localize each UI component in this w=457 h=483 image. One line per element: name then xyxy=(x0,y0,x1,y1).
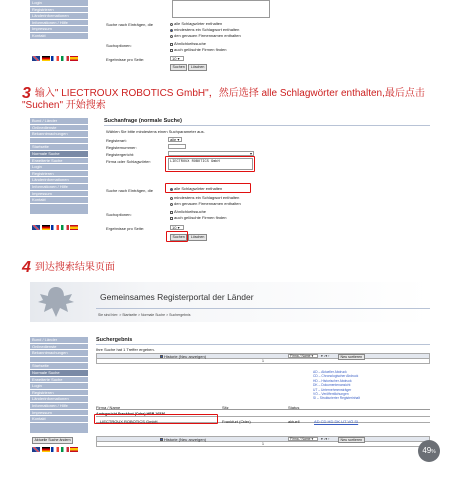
legend-item: DK – Dokumentenansicht xyxy=(313,383,351,388)
options-label: Suchoptionen: xyxy=(106,43,132,48)
search-in-label: Suche nach Einträgen, die xyxy=(106,188,153,193)
flag-es-icon[interactable] xyxy=(70,447,78,452)
company-status: aktuell xyxy=(288,418,300,424)
checkbox-icon xyxy=(160,355,163,358)
sidebar-top xyxy=(30,0,88,40)
sidebar-spacer xyxy=(30,138,88,145)
results-header xyxy=(96,402,430,410)
portal-header xyxy=(30,282,430,322)
sidebar-item[interactable]: Länderinformationen xyxy=(30,13,88,20)
checkbox-icon xyxy=(170,43,173,46)
results-label: Ergebnisse pro Seite: xyxy=(106,57,145,62)
option-deleted[interactable]: auch gelöschte Firmen finden xyxy=(170,47,226,52)
sidebar-item-active[interactable]: Normale Suche xyxy=(30,151,88,158)
results-count: Ihre Suche hat 1 Treffer ergeben. xyxy=(96,347,155,352)
sidebar-item[interactable]: Erweiterte Suche xyxy=(30,158,88,165)
sort-order-icon[interactable]: ▾ ↓▾ ↑ xyxy=(321,353,330,358)
radio-icon xyxy=(170,29,173,32)
legend-item: UT – Unternehmensträger xyxy=(313,387,352,392)
language-flags xyxy=(32,447,78,452)
breadcrumb: Sie sind hier: > Startseite > Normale Suche > Suchergebnis xyxy=(98,313,191,317)
button-row xyxy=(170,64,207,71)
divider xyxy=(96,344,430,345)
clear-button[interactable]: Löschen xyxy=(188,64,207,71)
flag-it-icon[interactable] xyxy=(61,56,69,61)
step-text: 到达搜索结果页面 xyxy=(34,262,115,273)
search-in-label: Suche nach Einträgen, die xyxy=(106,22,153,27)
sidebar-item[interactable]: Login xyxy=(30,0,88,7)
sidebar-item[interactable]: Informationen / Hilfe xyxy=(30,403,88,410)
register-number-input[interactable] xyxy=(168,144,186,149)
legend-item: AD – Aktueller Abdruck xyxy=(313,370,347,374)
option-similarity[interactable]: Ähnlichkeitssuche xyxy=(170,209,206,214)
checkbox-icon xyxy=(160,438,163,441)
new-sort-button[interactable]: Neu sortieren xyxy=(338,437,365,444)
divider xyxy=(104,125,430,126)
sidebar-item-active[interactable]: Normale Suche xyxy=(30,370,88,377)
sidebar-item[interactable]: Bekanntmachungen xyxy=(30,350,88,357)
page-number[interactable]: 1 xyxy=(262,359,264,363)
sidebar-item[interactable]: Informationen / Hilfe xyxy=(30,20,88,27)
checkbox-icon xyxy=(170,211,173,214)
eagle-logo-icon xyxy=(36,284,76,320)
sort-select[interactable]: Firma / Name ▾ xyxy=(288,354,318,359)
sidebar-mid xyxy=(30,118,88,214)
radio-icon xyxy=(170,188,173,191)
field-label: Registernummer: xyxy=(106,145,137,150)
register-type-select[interactable]: alle ▾ xyxy=(168,137,182,142)
company-keywords-input[interactable]: LIECTROUX ROBOTICS GmbH xyxy=(168,158,253,170)
search-in-option[interactable]: den genauen Firmennamen enthalten xyxy=(170,33,241,38)
legend-item: VÖ – Veröffentlichungen xyxy=(313,392,349,397)
field-label: Registerart: xyxy=(106,138,127,143)
sidebar-item[interactable]: Impressum xyxy=(30,26,88,33)
flag-es-icon[interactable] xyxy=(70,56,78,61)
sidebar-item[interactable]: Onlinedienste xyxy=(30,125,88,132)
sidebar-item[interactable]: Registrieren xyxy=(30,171,88,178)
divider xyxy=(96,308,430,309)
language-flags xyxy=(32,56,78,61)
flag-uk-icon[interactable] xyxy=(32,225,40,230)
flag-uk-icon[interactable] xyxy=(32,56,40,61)
results-select[interactable]: 10 ▾ xyxy=(170,56,184,61)
legend-item: HD – Historischer Abdruck xyxy=(313,378,352,383)
radio-icon xyxy=(170,203,173,206)
results-select[interactable]: 10 ▾ xyxy=(170,225,184,230)
search-in-option[interactable]: den genauen Firmennamen enthalten xyxy=(170,201,241,206)
field-label: Firma oder Schlagwörter: xyxy=(106,159,151,164)
search-in-option[interactable]: alle Schlagwörter enthalten xyxy=(170,21,222,26)
history-toggle[interactable]: Historie (Neu anzeigen) xyxy=(160,354,206,359)
flag-it-icon[interactable] xyxy=(61,447,69,452)
option-similarity[interactable]: Ähnlichkeitssuche xyxy=(170,41,206,46)
sidebar-item[interactable]: Login xyxy=(30,383,88,390)
sidebar-item[interactable]: Bund / Länder xyxy=(30,337,88,344)
radio-icon xyxy=(170,23,173,26)
sidebar-item[interactable]: Länderinformationen xyxy=(30,177,88,184)
sidebar-item[interactable]: Startseite xyxy=(30,363,88,370)
legend-item: CD – Chronologischer Abdruck xyxy=(313,374,359,379)
sidebar-item[interactable]: Kontakt xyxy=(30,416,88,423)
results-pager-top xyxy=(96,359,430,364)
step-number: 4 xyxy=(22,259,31,276)
language-flags xyxy=(32,225,78,230)
checkbox-icon xyxy=(170,49,173,52)
flag-it-icon[interactable] xyxy=(61,225,69,230)
company-seat: Frankfurt (Oder) xyxy=(222,418,251,424)
flag-de-icon[interactable] xyxy=(42,447,50,452)
flag-de-icon[interactable] xyxy=(42,56,50,61)
col-status: Status xyxy=(288,405,300,410)
percent-sign: % xyxy=(431,449,436,455)
step-text: 输入" LIECTROUX ROBOTICS GmbH"，然后选择 alle Schlagwörter enthalten,最后点击 "Suchen" 开始搜索 xyxy=(22,88,425,111)
flag-fr-icon[interactable] xyxy=(51,225,59,230)
new-sort-button[interactable]: Neu sortieren xyxy=(338,354,365,361)
flag-fr-icon[interactable] xyxy=(51,56,59,61)
badge-value: 49 xyxy=(422,446,432,455)
search-in-option[interactable]: alle Schlagwörter enthalten xyxy=(170,186,222,191)
company-name[interactable]: LIECTROUX ROBOTICS GmbH xyxy=(100,418,158,424)
sidebar-item[interactable]: Login xyxy=(30,164,88,171)
flag-uk-icon[interactable] xyxy=(32,447,40,452)
sidebar-item[interactable]: Registrieren xyxy=(30,7,88,14)
clear-button[interactable]: Löschen xyxy=(188,234,207,241)
search-in-option[interactable]: mindestens ein Schlagwort enthalten xyxy=(170,195,239,200)
col-seat: Sitz xyxy=(222,405,229,410)
sidebar-item[interactable]: Startseite xyxy=(30,144,88,151)
button-row xyxy=(170,234,207,241)
radio-icon xyxy=(170,197,173,200)
sort-select[interactable]: Firma / Name ▾ xyxy=(288,437,318,442)
sidebar-item[interactable]: Registrieren xyxy=(30,390,88,397)
step-3-caption xyxy=(22,85,440,112)
flag-fr-icon[interactable] xyxy=(51,447,59,452)
sort-order-icon[interactable]: ▾ ↓▾ ↑ xyxy=(321,436,330,441)
step-4-caption xyxy=(22,259,322,276)
step-number: 3 xyxy=(22,85,31,102)
sidebar-item[interactable]: Impressum xyxy=(30,191,88,198)
history-toggle[interactable]: Historie (Neu anzeigen) xyxy=(160,437,206,442)
sidebar-item[interactable]: Erweiterte Suche xyxy=(30,377,88,384)
search-button[interactable]: Suchen xyxy=(170,234,187,241)
sidebar-item[interactable]: Informationen / Hilfe xyxy=(30,184,88,191)
textarea-bottom[interactable] xyxy=(172,0,270,18)
results-label: Ergebnisse pro Seite: xyxy=(106,226,145,231)
sidebar-item[interactable]: Bund / Länder xyxy=(30,118,88,125)
sidebar-item[interactable]: Onlinedienste xyxy=(30,344,88,351)
checkbox-icon xyxy=(170,217,173,220)
results-pager-bottom xyxy=(96,442,430,447)
form-hint: Wählen Sie bitte mindestens einen Suchparameter aus. xyxy=(106,129,205,134)
progress-badge xyxy=(418,440,440,462)
legend-item: SI – Strukturierter Registerinhalt xyxy=(313,396,360,401)
results-title: Suchergebnis xyxy=(96,337,133,343)
col-name: Firma / Name xyxy=(96,405,121,410)
portal-title: Gemeinsames Registerportal der Länder xyxy=(100,292,254,302)
page-number[interactable]: 1 xyxy=(262,442,264,446)
sidebar-item[interactable]: Kontakt xyxy=(30,197,88,204)
search-button[interactable]: Suchen xyxy=(170,64,187,71)
sidebar-spacer xyxy=(30,357,88,364)
flag-es-icon[interactable] xyxy=(70,225,78,230)
doc-legend xyxy=(313,370,360,401)
sidebar-bottom xyxy=(30,337,88,433)
options-label: Suchoptionen: xyxy=(106,212,132,217)
sidebar-item[interactable]: Kontakt xyxy=(30,33,88,40)
modify-search-button[interactable]: Aktuelle Suche ändern xyxy=(32,437,73,444)
field-label: Registergericht: xyxy=(106,152,135,157)
option-deleted[interactable]: auch gelöschte Firmen finden xyxy=(170,215,226,220)
document-links[interactable]: AD CD HD DK UT VÖ SI xyxy=(314,418,359,424)
court-row: Amtsgericht Frankfurt (Oder) HRB 16536 xyxy=(96,411,166,416)
register-court-select[interactable]: ▾ xyxy=(168,151,254,156)
sidebar-item[interactable]: Impressum xyxy=(30,410,88,417)
flag-de-icon[interactable] xyxy=(42,225,50,230)
sidebar-item[interactable]: Bekanntmachungen xyxy=(30,131,88,138)
radio-icon xyxy=(170,35,173,38)
form-title: Suchanfrage (normale Suche) xyxy=(104,118,182,124)
sidebar-item[interactable]: Länderinformationen xyxy=(30,396,88,403)
search-in-option[interactable]: mindestens ein Schlagwort enthalten xyxy=(170,27,239,32)
